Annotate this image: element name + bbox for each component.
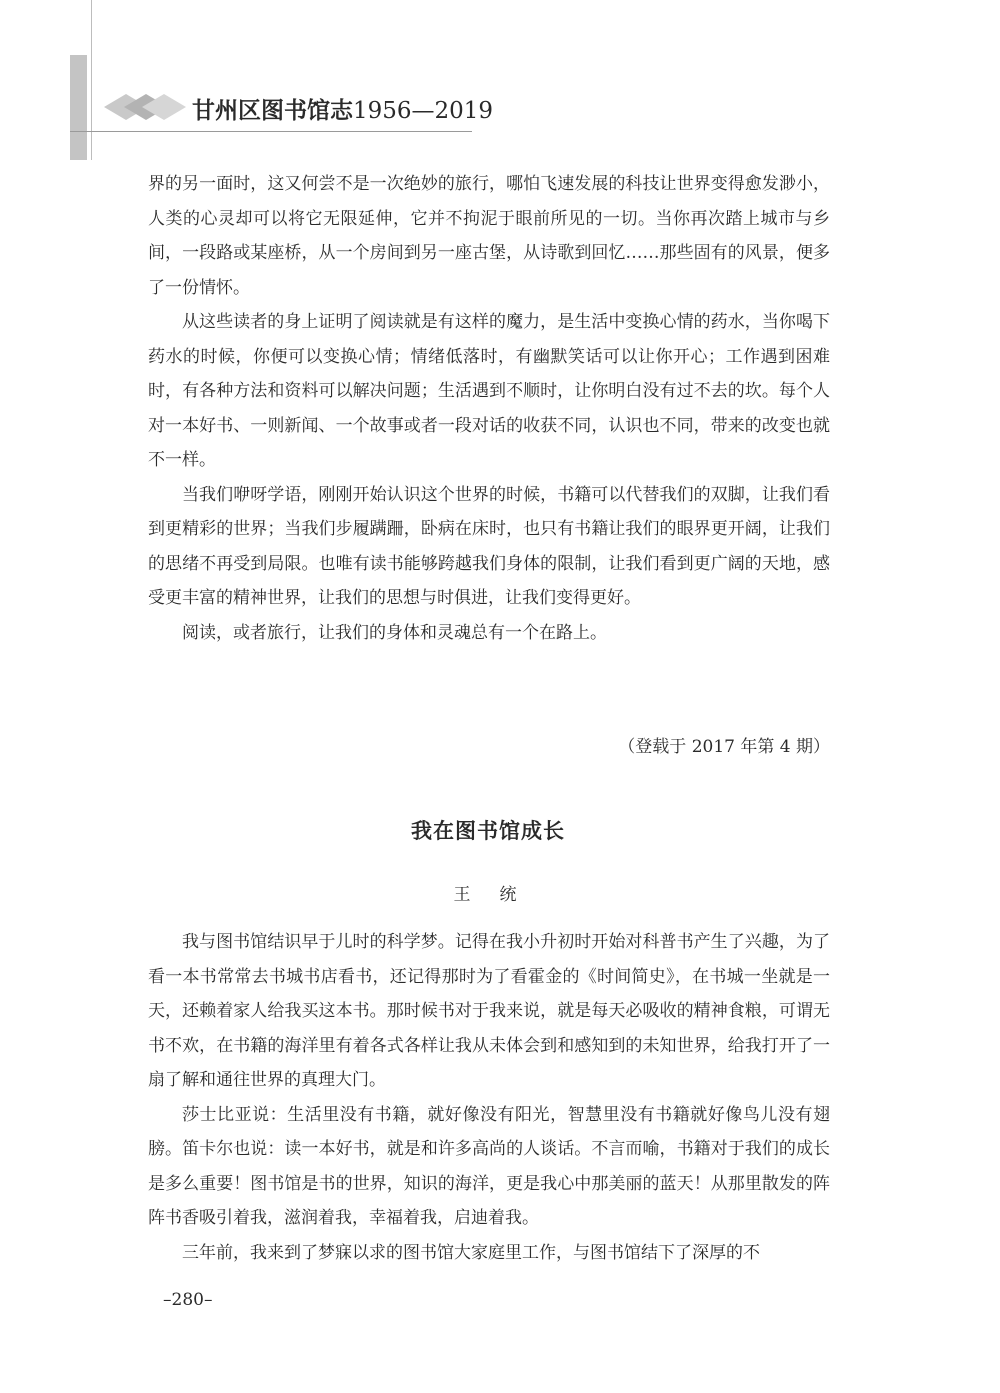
- article2-paragraph-1: 我与图书馆结识早于儿时的科学梦。记得在我小升初时开始对科普书产生了兴趣，为了看一本书常常去书城书店看书，还记得那时为了看霍金的《时间简史》，在书城一坐就是一天，还赖着家人给我买这本书。那时候书对于我来说，就是每天必吸收的精神食粮，可谓无书不欢，在书籍的海洋里有着各式各样让我从未体会到和感知到的未知世界，给我打开了一扇了解和通往世界的真理大门。: [148, 932, 830, 1090]
- publication-note: （登载于 2017 年第 4 期）: [618, 737, 830, 757]
- header-title-years: 1956—2019: [353, 98, 494, 124]
- article1-paragraph-4: 阅读，或者旅行，让我们的身体和灵魂总有一个在路上。: [182, 622, 607, 643]
- header-rule: [70, 131, 472, 132]
- article1-body: [148, 167, 830, 650]
- article2-author: 王 统: [453, 885, 523, 905]
- header-title-cn: 甘州区图书馆志: [192, 97, 353, 124]
- running-header-title: [192, 92, 493, 125]
- article2-paragraph-2: 莎士比亚说：生活里没有书籍，就好像没有阳光，智慧里没有书籍就好像鸟儿没有翅膀。笛卡尔也说：读一本好书，就是和许多高尚的人谈话。不言而喻，书籍对于我们的成长是多么重要！图书馆是书的世界，知识的海洋，更是我心中那美丽的蓝天！从那里散发的阵阵书香吸引着我，滋润着我，幸福着我，启迪着我。: [148, 1104, 830, 1228]
- article1-paragraph-1: 界的另一面时，这又何尝不是一次绝妙的旅行，哪怕飞速发展的科技让世界变得愈发渺小，人类的心灵却可以将它无限延伸，它并不拘泥于眼前所见的一切。当你再次踏上城市与乡间，一段路或某座桥，从一个房间到另一座古堡，从诗歌到回忆……那些固有的风景，便多了一份情怀。: [148, 174, 830, 298]
- article1-paragraph-3: 当我们咿呀学语，刚刚开始认识这个世界的时候，书籍可以代替我们的双脚，让我们看到更精彩的世界；当我们步履蹒跚，卧病在床时，也只有书籍让我们的眼界更开阔，让我们的思绪不再受到局限。也唯有读书能够跨越我们身体的限制，让我们看到更广阔的天地，感受更丰富的精神世界，让我们的思想与时俱进，让我们变得更好。: [148, 484, 830, 608]
- diamond-ornament-icon: [102, 92, 188, 122]
- article2-body: [148, 925, 830, 1270]
- article2-title: 我在图书馆成长: [411, 819, 565, 843]
- article1-paragraph-2: 从这些读者的身上证明了阅读就是有这样的魔力，是生活中变换心情的药水，当你喝下药水的时候，你便可以变换心情；情绪低落时，有幽默笑话可以让你开心；工作遇到困难时，有各种方法和资料可以解决问题；生活遇到不顺时，让你明白没有过不去的坎。每个人对一本好书、一则新闻、一个故事或者一段对话的收获不同，认识也不同，带来的改变也就不一样。: [148, 312, 830, 470]
- article2-paragraph-3: 三年前，我来到了梦寐以求的图书馆大家庭里工作，与图书馆结下了深厚的不: [182, 1242, 760, 1263]
- header-gray-bar: [70, 55, 87, 160]
- page-margin-line: [91, 0, 92, 160]
- page-number: –280–: [163, 1290, 213, 1310]
